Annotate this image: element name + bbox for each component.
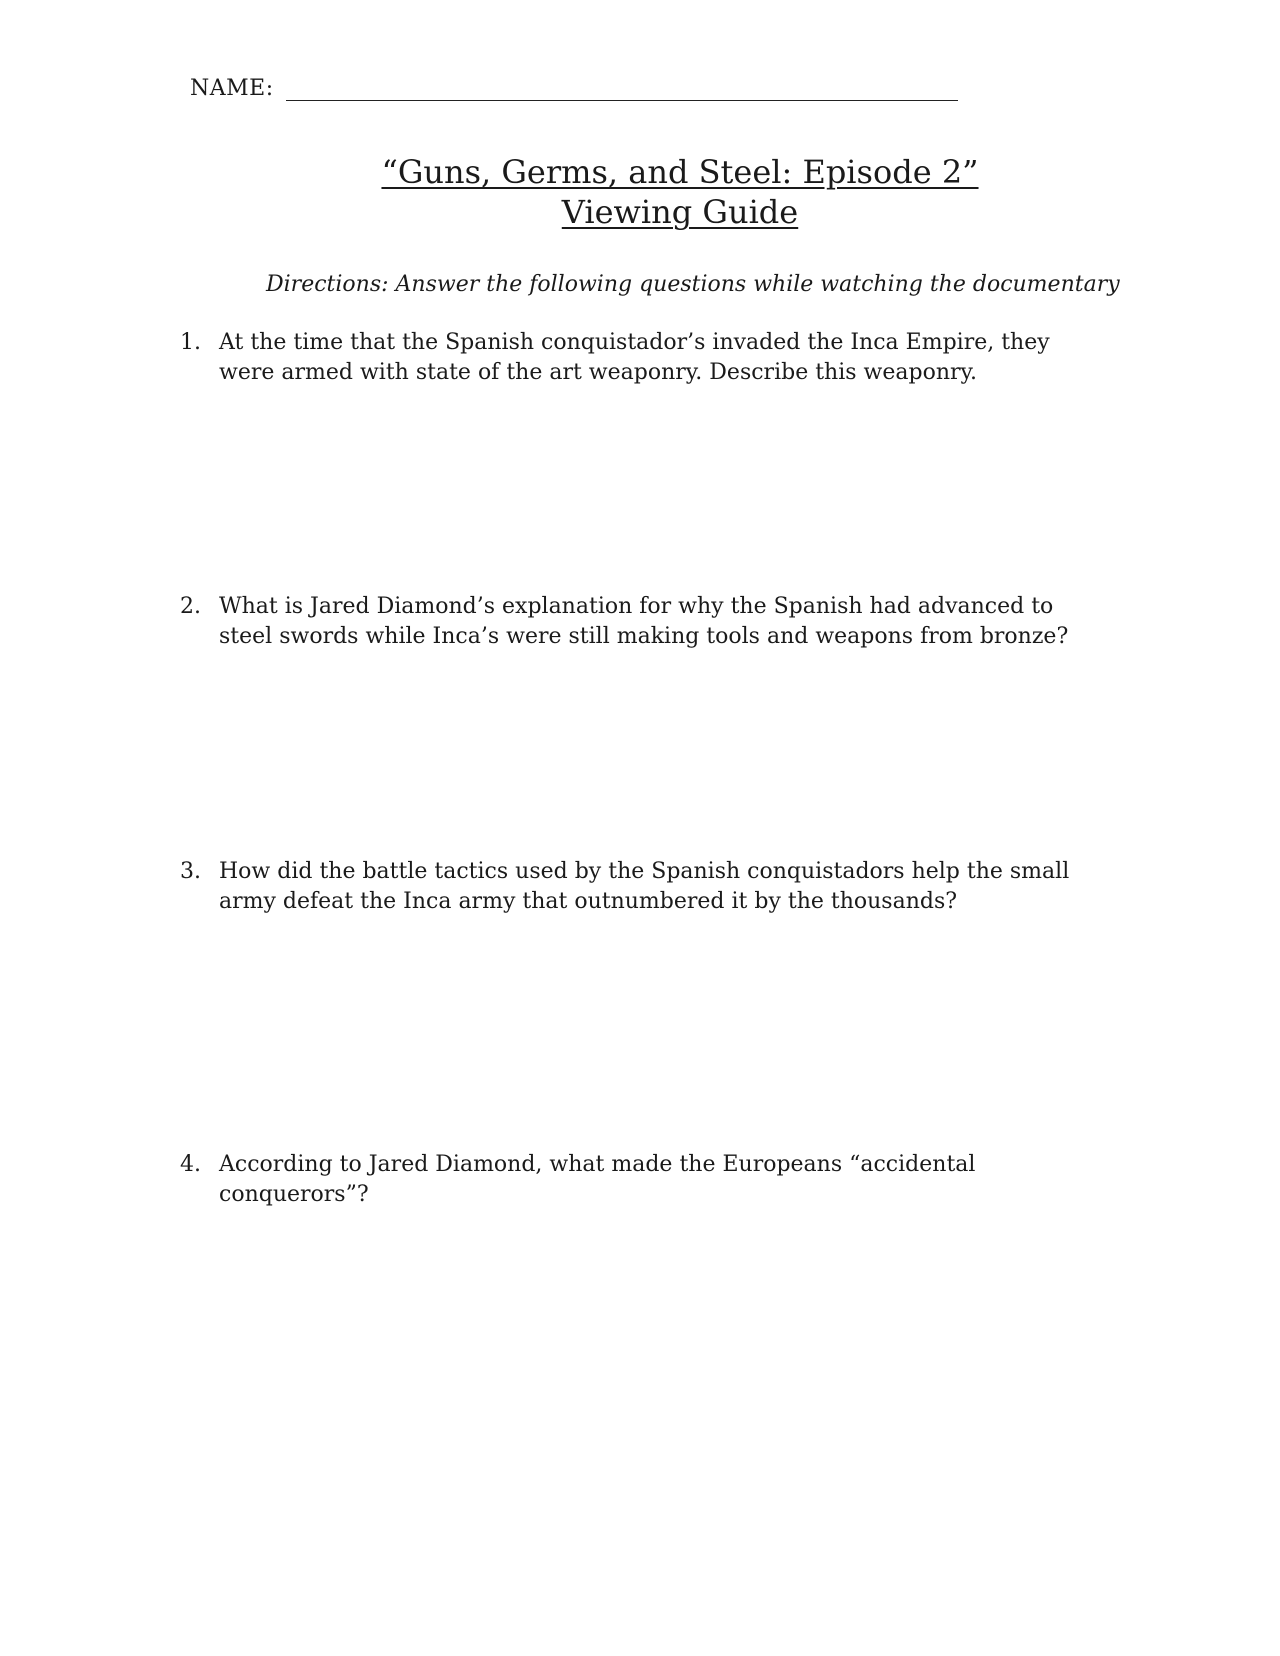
question-1: [180, 328, 1100, 388]
title-viewing-guide: Viewing Guide: [561, 193, 799, 231]
name-blank-line: [286, 80, 958, 101]
question-text: What is Jared Diamond’s explanation for why the Spanish had advanced to steel swords while Inca’s were still making tools and weapons from bronze?: [219, 594, 1069, 649]
question-text: According to Jared Diamond, what made the Europeans “accidental conquerors”?: [219, 1152, 976, 1207]
question-number: 1.: [180, 330, 201, 355]
question-text: At the time that the Spanish conquistador’s invaded the Inca Empire, they were armed with state of the art weaponry. Describe this weaponry.: [219, 330, 1050, 385]
directions-text: Directions: Answer the following questions while watching the documentary: [266, 272, 1120, 297]
title-episode: “Guns, Germs, and Steel: Episode 2”: [381, 153, 979, 191]
name-field-row: [190, 76, 958, 101]
question-4: [180, 1150, 1100, 1210]
question-3: [180, 857, 1100, 917]
name-label: NAME:: [190, 76, 274, 101]
question-text: How did the battle tactics used by the Spanish conquistadors help the small army defeat the Inca army that outnumbered it by the thousands?: [219, 859, 1070, 914]
question-2: [180, 592, 1100, 652]
question-number: 3.: [180, 859, 201, 884]
worksheet-title: [0, 152, 1280, 232]
question-number: 2.: [180, 594, 201, 619]
question-number: 4.: [180, 1152, 201, 1177]
